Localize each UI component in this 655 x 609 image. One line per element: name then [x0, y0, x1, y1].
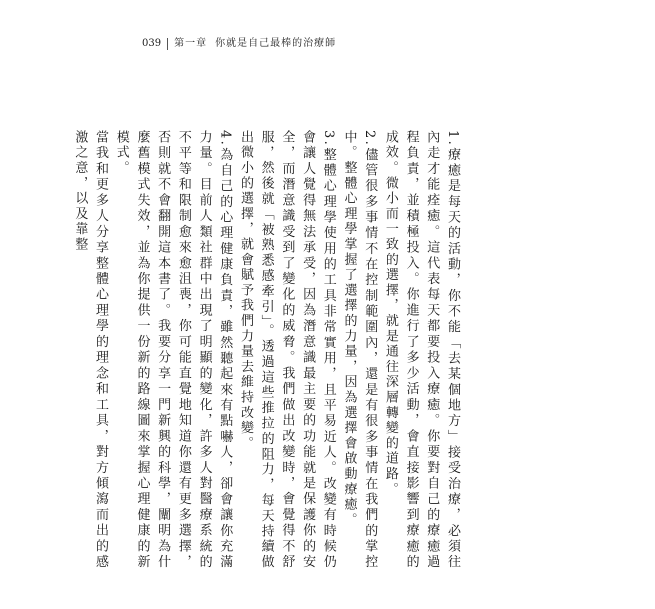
paragraph-text: 儘管很多事情不在控制範圍內，還是有很多事情在我們的掌控中。整體心理學掌握了選擇的力量，因為選擇會啟動療癒。	[341, 130, 378, 570]
page-number: 039	[142, 38, 162, 49]
paragraph-number: 1.	[445, 130, 460, 148]
paragraph-text: 為自己的心理健康負責，雖然聽起來有點嚇人，卻會讓你充滿力量。目前人類社群中出現了明顯的變化，許多人對醫療系統的不平等和限制愈來愈沮喪，你可能直覺地知道你還有更多選擇，否則就不會翻開這本書了。我要分享一門新興的科學，闡明為什麼舊模式失效，並為你提供一份新的路線圖來掌握心理健康的新模式。	[113, 130, 233, 570]
paragraph-1	[379, 130, 462, 570]
running-header	[142, 38, 336, 50]
paragraph-number: 4.	[217, 130, 233, 148]
paragraph-number: 3.	[320, 130, 336, 148]
vertical-body-text	[72, 130, 462, 570]
paragraph-3	[234, 130, 338, 570]
paragraph-2	[338, 130, 379, 570]
paragraph-number: 2.	[362, 130, 378, 148]
paragraph-text: 整體心理學使用的工具非常實用，且平易近人。改變有時候仍會讓人覺得無法承受，因為潛意識最主要的功能就是保護你的安全，而潛意識受到了變化的威脅。我們做出改變時，會覺得不舒服，然後就「被熟悉感牽引」。透過這些推拉的阻力，每天持續做出微小的選擇，就會賦予我們力量去維持改變。	[237, 130, 336, 570]
header-divider	[167, 38, 168, 50]
paragraph-4	[110, 130, 234, 570]
chapter-label: 第一章	[174, 38, 208, 49]
paragraph-text: 療癒是每天的活動，你不能「去某個地方」接受治療，必須往內走才能痊癒。這代表每天都要投入療癒。你要對自己的療癒過程負責，並積極投入。你進行了多少活動，會直接影響到療癒的成效。微小而一致的選擇，就是通往深層轉變的道路。	[382, 130, 460, 570]
paragraph-5	[69, 130, 110, 570]
chapter-title: 你就是自己最棒的治療師	[215, 38, 337, 49]
paragraph-text: 當我和更多人分享整體心理學的理念和工具，對方傾瀉而出的感激之意，以及靠整	[72, 130, 109, 570]
